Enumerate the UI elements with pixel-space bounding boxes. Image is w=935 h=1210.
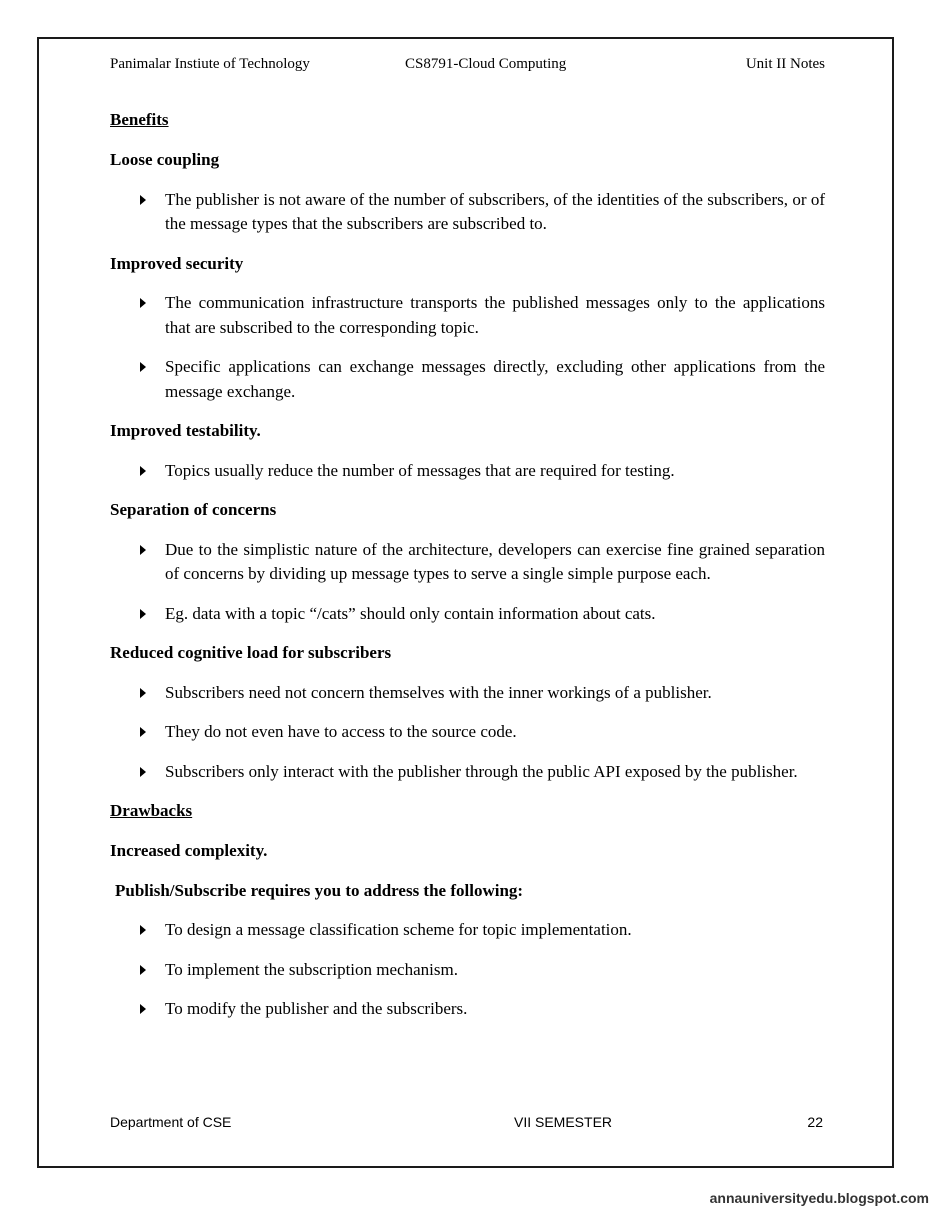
- page-footer: [110, 1114, 823, 1134]
- footer-page-number: 22: [807, 1114, 823, 1130]
- subheading: Loose coupling: [110, 150, 220, 169]
- bullet-arrow-icon: [140, 545, 146, 555]
- bullet-arrow-icon: [140, 609, 146, 619]
- bullet-text: The publisher is not aware of the number of subscribers, of the identities of the subscribers, or of the message types that the subscribers are subscribed to.: [165, 189, 825, 233]
- bullet-text: They do not even have to access to the source code.: [165, 722, 517, 741]
- header-unit: Unit II Notes: [745, 56, 825, 72]
- bullet-item: [110, 459, 825, 484]
- bullet-arrow-icon: [140, 925, 146, 935]
- bullet-item: [110, 997, 825, 1022]
- bullet-item: [110, 538, 825, 587]
- bullet-arrow-icon: [140, 727, 146, 737]
- bullet-arrow-icon: [140, 298, 146, 308]
- bullet-arrow-icon: [140, 466, 146, 476]
- header-institute: Panimalar Instiute of Technology: [110, 56, 310, 72]
- bullet-text: To modify the publisher and the subscribers.: [165, 999, 468, 1018]
- bullet-text: Topics usually reduce the number of messages that are required for testing.: [165, 460, 675, 480]
- bullet-text: Eg. data with a topic “/cats” should only contain information about cats.: [165, 603, 656, 623]
- bullet-arrow-icon: [140, 688, 146, 698]
- bullet-text: Subscribers need not concern themselves with the inner workings of a publisher.: [165, 682, 712, 702]
- bullet-text: The communication infrastructure transports the published messages only to the applications that are subscribed to the corresponding topic.: [165, 293, 825, 337]
- bullet-item: [110, 188, 825, 237]
- bullet-arrow-icon: [140, 1004, 146, 1014]
- bullet-item: [110, 355, 825, 404]
- bullet-arrow-icon: [140, 965, 146, 975]
- page-header: [110, 56, 825, 76]
- subheading: Publish/Subscribe requires you to address the following:: [115, 880, 524, 900]
- bullet-item: [110, 958, 825, 983]
- bullet-text: To implement the subscription mechanism.: [165, 959, 458, 979]
- document-body: [110, 108, 825, 1037]
- site-watermark: annauniversityedu.blogspot.com: [709, 1190, 929, 1206]
- bullet-text: To design a message classification scheme for topic implementation.: [165, 920, 632, 939]
- bullet-item: [110, 291, 825, 340]
- subheading: Improved testability.: [110, 421, 261, 440]
- bullet-item: [110, 720, 825, 745]
- section-heading: Benefits: [110, 110, 169, 129]
- subheading: Increased complexity.: [110, 841, 268, 860]
- bullet-arrow-icon: [140, 767, 146, 777]
- bullet-item: [110, 681, 825, 706]
- header-course: CS8791-Cloud Computing: [405, 56, 567, 72]
- subheading: Improved security: [110, 253, 244, 273]
- subheading: Separation of concerns: [110, 500, 277, 519]
- footer-semester: VII SEMESTER: [514, 1114, 613, 1130]
- bullet-arrow-icon: [140, 195, 146, 205]
- bullet-arrow-icon: [140, 362, 146, 372]
- bullet-text: Specific applications can exchange messages directly, excluding other applications from the message exchange.: [165, 357, 825, 401]
- subheading: Reduced cognitive load for subscribers: [110, 643, 392, 662]
- bullet-text: Due to the simplistic nature of the architecture, developers can exercise fine grained separation of concerns by dividing up message types to serve a single simple purpose each.: [165, 539, 825, 583]
- bullet-item: [110, 760, 825, 785]
- bullet-text: Subscribers only interact with the publisher through the public API exposed by the publisher.: [165, 761, 798, 781]
- bullet-item: [110, 602, 825, 627]
- section-heading: Drawbacks: [110, 801, 193, 820]
- footer-department: Department of CSE: [110, 1114, 232, 1130]
- bullet-item: [110, 918, 825, 943]
